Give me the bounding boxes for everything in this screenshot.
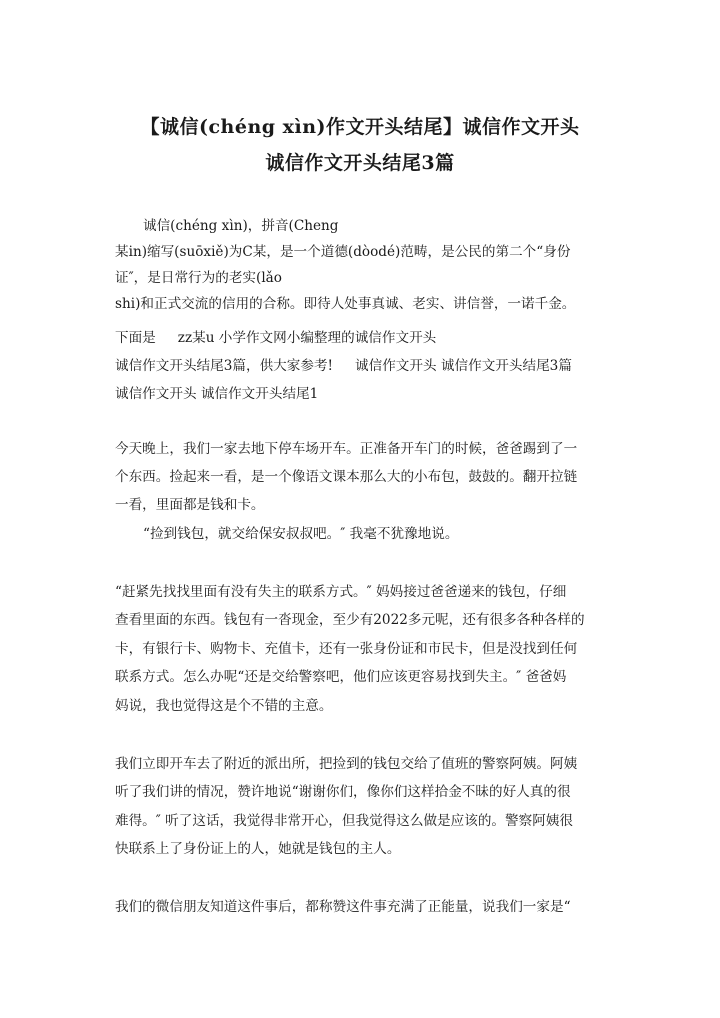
para1-line-3: 一看，里面都是钱和卡。 bbox=[115, 497, 265, 513]
para3-line-1: 我们立即开车去了附近的派出所，把捡到的钱包交给了值班的警察阿姨。阿姨 bbox=[115, 756, 578, 772]
title-line-1: 【诚信(chéng xìn)作文开头结尾】诚信作文开头 bbox=[140, 116, 580, 138]
intro-line-1: 诚信(chéng xìn)，拼音(Cheng bbox=[143, 218, 339, 234]
para2-line-2: 查看里面的东西。钱包有一沓现金，至少有2022多元呢，还有很多各种各样的 bbox=[115, 612, 585, 628]
intro-line-5a: 下面是 bbox=[115, 330, 156, 346]
para1-line-1: 今天晚上，我们一家去地下停车场开车。正准备开车门的时候，爸爸踢到了一 bbox=[115, 441, 578, 457]
intro-line-6a: 诚信作文开头结尾3篇，供大家参考! bbox=[115, 358, 334, 374]
para2-line-3: 卡，有银行卡、购物卡、充值卡，还有一张身份证和市民卡，但是没找到任何 bbox=[115, 641, 578, 657]
para1-line-4: “捡到钱包，就交给保安叔叔吧。″ 我毫不犹豫地说。 bbox=[143, 526, 459, 542]
para3-line-2: 听了我们讲的情况，赞许地说“谢谢你们，像你们这样拾金不昧的好人真的很 bbox=[115, 784, 571, 800]
para2-line-1: “赶紧先找找里面有没有失主的联系方式。″ 妈妈接过爸爸递来的钱包，仔细 bbox=[115, 584, 567, 600]
para4-line-1: 我们的微信朋友知道这件事后，都称赞这件事充满了正能量，说我们一家是“ bbox=[115, 899, 571, 915]
para1-line-2: 个东西。捡起来一看，是一个像语文课本那么大的小布包，鼓鼓的。翻开拉链 bbox=[115, 469, 578, 485]
intro-line-5 bbox=[115, 329, 615, 347]
intro-line-6 bbox=[115, 357, 615, 375]
intro-line-7: 诚信作文开头 诚信作文开头结尾1 bbox=[115, 386, 319, 402]
intro-line-3: 证″，是日常行为的老实(lǎo bbox=[115, 270, 282, 286]
para3-line-4: 快联系上了身份证上的人，她就是钱包的主人。 bbox=[115, 841, 401, 857]
intro-line-4: shi)和正式交流的信用的合称。即待人处事真诚、老实、讲信誉，一诺千金。 bbox=[115, 296, 576, 312]
para3-line-3: 难得。″ 听了这话，我觉得非常开心，但我觉得这么做是应该的。警察阿姨很 bbox=[115, 813, 573, 829]
para2-line-5: 妈说，我也觉得这是个不错的主意。 bbox=[115, 698, 333, 714]
para2-line-4: 联系方式。怎么办呢“还是交给警察吧，他们应该更容易找到失主。″ 爸爸妈 bbox=[115, 669, 567, 685]
intro-line-2: 某in)缩写(suōxiě)为C某，是一个道德(dòodé)范畴，是公民的第二个“身份 bbox=[115, 244, 571, 260]
title-line-2: 诚信作文开头结尾3篇 bbox=[265, 152, 455, 174]
intro-line-6b: 诚信作文开头 诚信作文开头结尾3篇 bbox=[355, 358, 572, 374]
intro-line-5b: zz某u 小学作文网小编整理的诚信作文开头 bbox=[177, 330, 437, 346]
